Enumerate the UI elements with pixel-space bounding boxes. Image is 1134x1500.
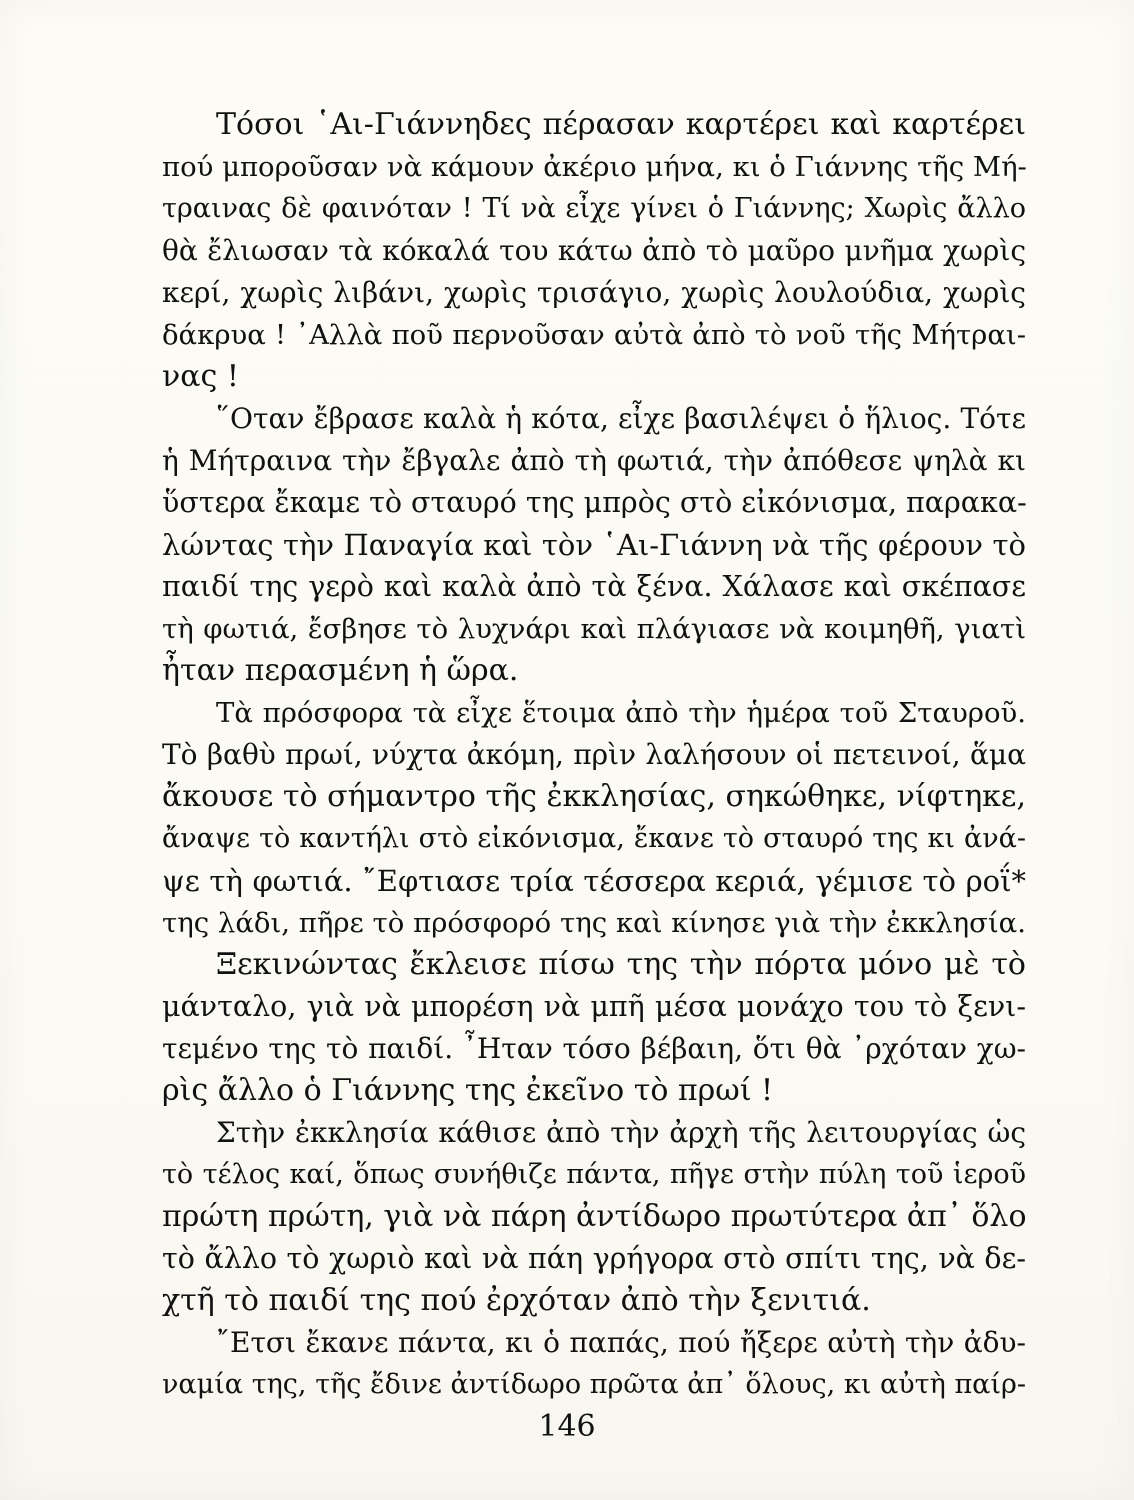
text-line-13: τὴ φωτιά, ἔσβησε τὸ λυχνάρι καὶ πλάγιασε νὰ κοιμηθῆ, γιατὶ (162, 613, 1026, 645)
text-line-9: ἡ Μήτραινα τὴν ἔβγαλε ἀπὸ τὴ φωτιά, τὴν ἀπόθεσε ψηλὰ κι (162, 444, 1026, 477)
text-line-26: τὸ τέλος καί, ὅπως συνήθιζε πάντα, πῆγε στὴν πύλη τοῦ ἱεροῦ (162, 1159, 1026, 1190)
text-line-11: λώντας τὴν Παναγία καὶ τὸν ῾Αι-Γιάννη νὰ τῆς φέρουν τὸ (162, 528, 1026, 562)
text-line-16: Τὸ βαθὺ πρωί, νύχτα ἀκόμη, πρὶν λαλήσουν οἱ πετεινοί, ἅμα (162, 738, 1026, 771)
text-line-31: ναμία της, τῆς ἔδινε ἀντίδωρο πρῶτα ἀπ᾽ ὅλους, κι αὐτὴ παίρ- (162, 1369, 1026, 1400)
text-line-30: ῎Ετσι ἔκανε πάντα, κι ὁ παπάς, πού ἤξερε αὐτὴ τὴν ἀδυ- (216, 1326, 1026, 1359)
text-line-17: ἄκουσε τὸ σήμαντρο τῆς ἐκκλησίας, σηκώθηκε, νίφτηκε, (162, 779, 1026, 814)
text-line-7: νας ! (162, 359, 239, 394)
text-line-22: μάνταλο, γιὰ νὰ μπορέση νὰ μπῆ μέσα μονάχο του τὸ ξενι- (162, 990, 1026, 1023)
text-line-15: Τὰ πρόσφορα τὰ εἶχε ἕτοιμα ἀπὸ τὴν ἡμέρα τοῦ Σταυροῦ. (216, 697, 1026, 729)
text-line-14: ἦταν περασμένη ἡ ὥρα. (162, 653, 519, 688)
text-line-6: δάκρυα ! ᾿Αλλὰ ποῦ περνοῦσαν αὐτὰ ἀπὸ τὸ νοῦ τῆς Μήτραι- (162, 319, 1026, 351)
text-line-10: ὕστερα ἔκαμε τὸ σταυρό της μπρὸς στὸ εἰκόνισμα, παρακα- (162, 486, 1027, 519)
text-line-3: τραινας δὲ φαινόταν ! Τί νὰ εἶχε γίνει ὁ Γιάννης; Χωρὶς ἄλλο (162, 193, 1026, 224)
text-line-29: χτῆ τὸ παιδί της πού ἐρχόταν ἀπὸ τὴν ξενιτιά. (162, 1283, 871, 1318)
text-line-19: ψε τὴ φωτιά. ῎Εφτιασε τρία τέσσερα κεριά, γέμισε τὸ ροΐ* (162, 864, 1026, 898)
text-line-23: τεμένο της τὸ παιδί. ῏Ηταν τόσο βέβαιη, ὅτι θὰ ᾽ρχόταν χω- (162, 1032, 1026, 1065)
text-line-2: πού μποροῦσαν νὰ κάμουν ἀκέριο μήνα, κι ὁ Γιάννης τῆς Μή- (162, 151, 1027, 183)
text-line-1: Τόσοι ῾Αι-Γιάννηδες πέρασαν καρτέρει καὶ καρτέρει (216, 107, 1026, 142)
text-line-8: ῞Οταν ἔβρασε καλὰ ἡ κότα, εἶχε βασιλέψει ὁ ἥλιος. Τότε (216, 402, 1026, 435)
text-line-27: πρώτη πρώτη, γιὰ νὰ πάρη ἀντίδωρο πρωτύτερα ἀπ᾽ ὅλο (162, 1199, 1027, 1234)
page-number: 146 (538, 1409, 596, 1444)
text-line-24: ρὶς ἄλλο ὁ Γιάννης της ἐκεῖνο τὸ πρωί ! (162, 1073, 774, 1108)
text-line-4: θὰ ἔλιωσαν τὰ κόκαλά του κάτω ἀπὸ τὸ μαῦρο μνῆμα χωρὶς (162, 234, 1026, 267)
text-line-5: κερί, χωρὶς λιβάνι, χωρὶς τρισάγιο, χωρὶς λουλούδια, χωρὶς (162, 276, 1026, 309)
text-line-20: της λάδι, πῆρε τὸ πρόσφορό της καὶ κίνησε γιὰ τὴν ἐκκλησία. (162, 907, 1026, 939)
text-line-18: ἄναψε τὸ καντήλι στὸ εἰκόνισμα, ἔκανε τὸ σταυρό της κι ἀνά- (162, 823, 1026, 854)
text-line-28: τὸ ἄλλο τὸ χωριὸ καὶ νὰ πάη γρήγορα στὸ σπίτι της, νὰ δε- (162, 1242, 1026, 1275)
text-line-12: παιδί της γερὸ καὶ καλὰ ἀπὸ τὰ ξένα. Χάλασε καὶ σκέπασε (162, 570, 1026, 603)
text-line-25: Στὴν ἐκκλησία κάθισε ἀπὸ τὴν ἀρχὴ τῆς λειτουργίας ὡς (216, 1116, 1026, 1149)
text-line-21: Ξεκινώντας ἔκλεισε πίσω της τὴν πόρτα μόνο μὲ τὸ (216, 947, 1026, 982)
